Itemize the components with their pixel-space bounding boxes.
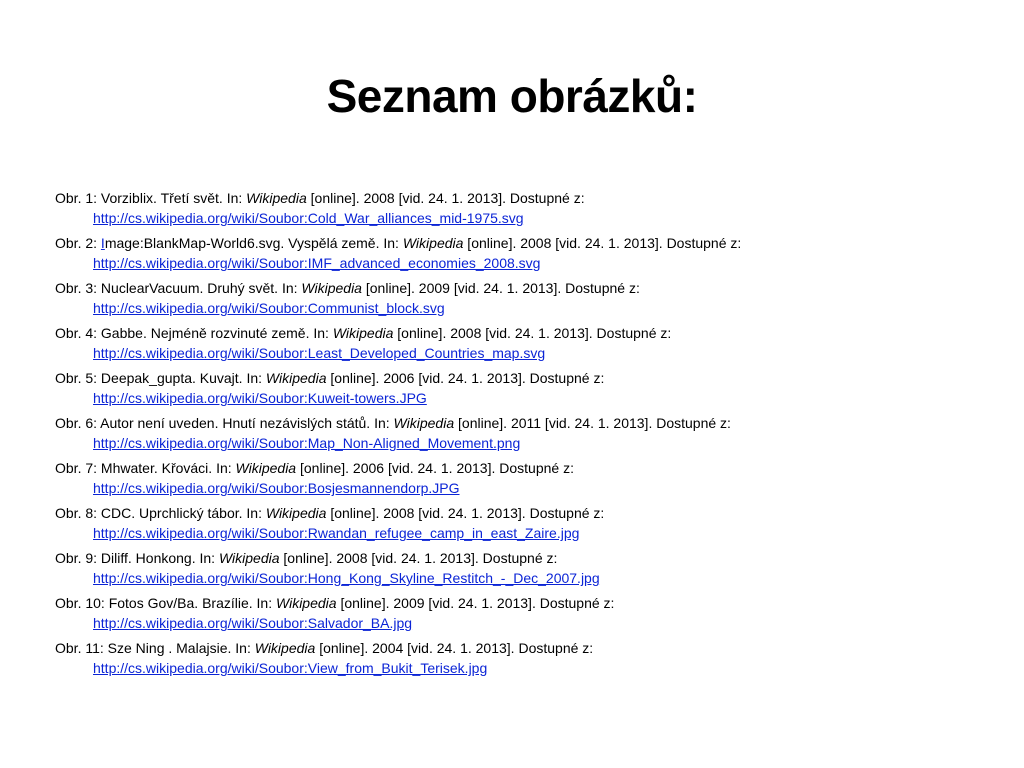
- reference-item: [55, 368, 995, 408]
- reference-citation: [55, 548, 995, 568]
- reference-details: [online]. 2009 [vid. 24. 1. 2013]. Dostupné z:: [361, 280, 640, 296]
- reference-author-title: Gabbe. Nejméně rozvinuté země. In:: [97, 325, 333, 341]
- reference-label: Obr. 9:: [55, 550, 98, 566]
- reference-citation: [55, 188, 995, 208]
- reference-item: [55, 503, 995, 543]
- reference-item: [55, 548, 995, 588]
- reference-author-title: Mhwater. Křováci. In:: [97, 460, 236, 476]
- reference-author-title: Vorziblix. Třetí svět. In:: [97, 190, 247, 206]
- reference-link[interactable]: http://cs.wikipedia.org/wiki/Soubor:Hong_Kong_Skyline_Restitch_-_Dec_2007.jpg: [93, 570, 600, 586]
- reference-citation: [55, 278, 995, 298]
- reference-author-title: CDC. Uprchlický tábor. In:: [97, 505, 266, 521]
- reference-author-title: Fotos Gov/Ba. Brazílie. In:: [104, 595, 276, 611]
- reference-author-title: Sze Ning . Malajsie. In:: [103, 640, 255, 656]
- reference-author-title: NuclearVacuum. Druhý svět. In:: [97, 280, 302, 296]
- reference-source: Wikipedia: [301, 280, 362, 296]
- reference-link[interactable]: http://cs.wikipedia.org/wiki/Soubor:Kuweit-towers.JPG: [93, 390, 427, 406]
- reference-citation: [55, 233, 995, 253]
- reference-item: [55, 458, 995, 498]
- reference-item: [55, 638, 995, 678]
- reference-citation: [55, 458, 995, 478]
- reference-label: Obr. 2:: [55, 235, 98, 251]
- reference-label: Obr. 11:: [55, 640, 104, 656]
- reference-link[interactable]: http://cs.wikipedia.org/wiki/Soubor:Bosjesmannendorp.JPG: [93, 480, 460, 496]
- reference-details: [online]. 2009 [vid. 24. 1. 2013]. Dostupné z:: [336, 595, 615, 611]
- reference-details: [online]. 2008 [vid. 24. 1. 2013]. Dostupné z:: [326, 505, 605, 521]
- reference-details: [online]. 2008 [vid. 24. 1. 2013]. Dostupné z:: [306, 190, 585, 206]
- reference-label: Obr. 4:: [55, 325, 98, 341]
- reference-details: [online]. 2008 [vid. 24. 1. 2013]. Dostupné z:: [463, 235, 742, 251]
- reference-label: Obr. 7:: [55, 460, 98, 476]
- reference-details: [online]. 2008 [vid. 24. 1. 2013]. Dostupné z:: [279, 550, 558, 566]
- reference-link[interactable]: http://cs.wikipedia.org/wiki/Soubor:Communist_block.svg: [93, 300, 445, 316]
- reference-item: [55, 233, 995, 273]
- slide-title: Seznam obrázků:: [326, 70, 698, 122]
- reference-item: [55, 413, 995, 453]
- reference-source: Wikipedia: [276, 595, 337, 611]
- reference-source: Wikipedia: [402, 235, 464, 251]
- reference-details: [online]. 2008 [vid. 24. 1. 2013]. Dostupné z:: [393, 325, 672, 341]
- reference-link[interactable]: http://cs.wikipedia.org/wiki/Soubor:Salvador_BA.jpg: [93, 615, 413, 631]
- reference-item: [55, 278, 995, 318]
- reference-author-title: Diliff. Honkong. In:: [97, 550, 219, 566]
- reference-source: Wikipedia: [246, 190, 307, 206]
- reference-link[interactable]: http://cs.wikipedia.org/wiki/Soubor:IMF_advanced_economies_2008.svg: [93, 255, 541, 271]
- reference-link[interactable]: http://cs.wikipedia.org/wiki/Soubor:Least_Developed_Countries_map.svg: [93, 345, 546, 361]
- reference-citation: [55, 593, 995, 613]
- reference-source: Wikipedia: [254, 640, 316, 656]
- reference-label: Obr. 1:: [55, 190, 98, 206]
- reference-citation: [55, 323, 995, 343]
- reference-source: Wikipedia: [235, 460, 297, 476]
- reference-label: Obr. 10:: [55, 595, 105, 611]
- reference-citation: [55, 413, 995, 433]
- reference-item: [55, 323, 995, 363]
- reference-author-title: Deepak_gupta. Kuvajt. In:: [97, 370, 266, 386]
- reference-link[interactable]: http://cs.wikipedia.org/wiki/Soubor:Map_Non-Aligned_Movement.png: [93, 435, 521, 451]
- reference-source: Wikipedia: [393, 415, 455, 431]
- reference-label: Obr. 3:: [55, 280, 98, 296]
- reference-citation: [55, 503, 995, 523]
- reference-label: Obr. 6:: [55, 415, 98, 431]
- reference-details: [online]. 2011 [vid. 24. 1. 2013]. Dostupné z:: [454, 415, 731, 431]
- reference-prefix-link[interactable]: I: [100, 235, 105, 251]
- reference-details: [online]. 2004 [vid. 24. 1. 2013]. Dostupné z:: [315, 640, 594, 656]
- reference-label: Obr. 5:: [55, 370, 98, 386]
- reference-link[interactable]: http://cs.wikipedia.org/wiki/Soubor:Cold_War_alliances_mid-1975.svg: [93, 210, 524, 226]
- reference-citation: [55, 368, 995, 388]
- reference-source: Wikipedia: [265, 370, 327, 386]
- reference-link[interactable]: http://cs.wikipedia.org/wiki/Soubor:View_from_Bukit_Terisek.jpg: [93, 660, 488, 676]
- reference-list: [55, 188, 995, 683]
- reference-citation: [55, 638, 995, 658]
- reference-details: [online]. 2006 [vid. 24. 1. 2013]. Dostupné z:: [296, 460, 574, 476]
- reference-label: Obr. 8:: [55, 505, 98, 521]
- reference-source: Wikipedia: [265, 505, 327, 521]
- reference-source: Wikipedia: [218, 550, 280, 566]
- reference-item: [55, 593, 995, 633]
- reference-author-title: mage:BlankMap-World6.svg. Vyspělá země. In:: [104, 235, 403, 251]
- reference-item: [55, 188, 995, 228]
- reference-author-title: Autor není uveden. Hnutí nezávislých států. In:: [97, 415, 394, 431]
- reference-link[interactable]: http://cs.wikipedia.org/wiki/Soubor:Rwandan_refugee_camp_in_east_Zaire.jpg: [93, 525, 580, 541]
- reference-details: [online]. 2006 [vid. 24. 1. 2013]. Dostupné z:: [326, 370, 605, 386]
- reference-source: Wikipedia: [332, 325, 394, 341]
